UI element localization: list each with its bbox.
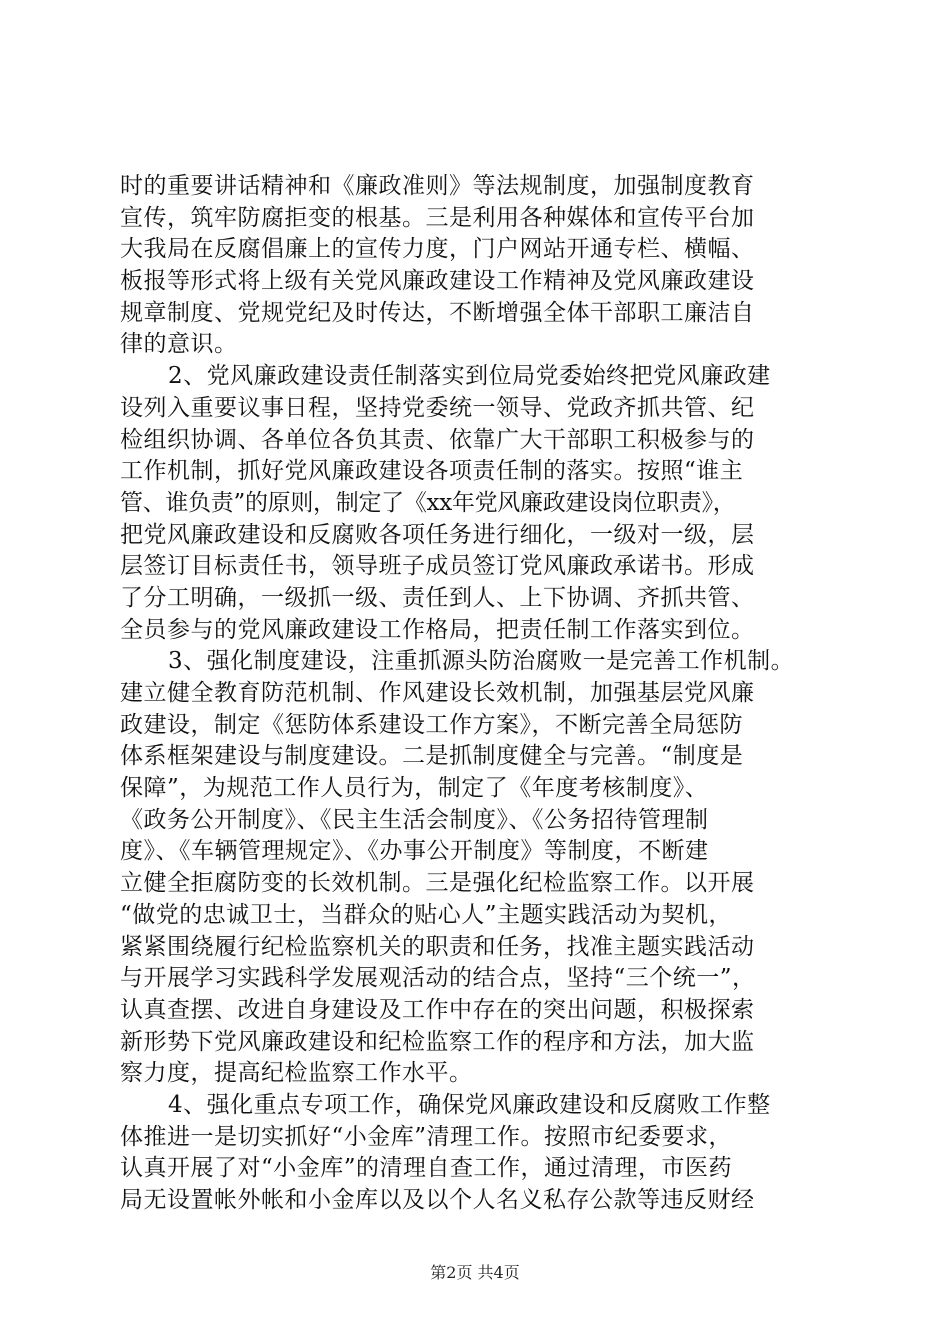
paragraph-start-line: 4、强化重点专项工作，确保党风廉政建设和反腐败工作整 — [168, 1091, 771, 1118]
text-line: 了分工明确，一级抓一级、责任到人、上下协调、齐抓共管、 — [120, 584, 755, 611]
text-line: 规章制度、党规党纪及时传达，不断增强全体干部职工廉洁自 — [120, 299, 755, 326]
paragraph-start-line: 2、党风廉政建设责任制落实到位局党委始终把党风廉政建 — [168, 363, 771, 390]
text-line: 认真查摆、改进自身建设及工作中存在的突出问题，积极探索 — [120, 996, 755, 1023]
text-line: 察力度，提高纪检监察工作水平。 — [120, 1060, 473, 1087]
text-line: 局无设置帐外帐和小金库以及以个人名义私存公款等违反财经 — [120, 1187, 755, 1213]
text-line: 保障”，为规范工作人员行为，制定了《年度考核制度》、 — [120, 775, 709, 802]
text-line: 律的意识。 — [120, 331, 238, 358]
text-line: 体系框架建设与制度建设。二是抓制度健全与完善。“制度是 — [120, 743, 744, 770]
text-line: 检组织协调、各单位各负其责、依靠广大干部职工积极参与的 — [120, 426, 755, 453]
text-line: 把党风廉政建设和反腐败各项任务进行细化，一级对一级，层 — [120, 521, 755, 548]
paragraph-start-line: 3、强化制度建设，注重抓源头防治腐败一是完善工作机制。 — [168, 648, 795, 675]
text-line: 时的重要讲话精神和《廉政准则》等法规制度，加强制度教育 — [120, 173, 755, 199]
text-line: 与开展学习实践科学发展观活动的结合点，坚持“三个统一”， — [120, 965, 756, 992]
text-line: 大我局在反腐倡廉上的宣传力度，门户网站开通专栏、横幅、 — [120, 236, 755, 263]
text-line: 设列入重要议事日程，坚持党委统一领导、党政齐抓共管、纪 — [120, 394, 755, 421]
text-line: 管、谁负责”的原则，制定了《xx年党风廉政建设岗位职责》， — [120, 489, 736, 516]
text-line: 政建设，制定《惩防体系建设工作方案》，不断完善全局惩防 — [120, 711, 743, 738]
text-line: 认真开展了对“小金库”的清理自查工作，通过清理，市医药 — [120, 1155, 733, 1182]
text-line: 体推进一是切实抓好“小金库”清理工作。按照市纪委要求， — [120, 1123, 733, 1150]
text-line: 立健全拒腐防变的长效机制。三是强化纪检监察工作。以开展 — [120, 870, 755, 897]
text-line: 建立健全教育防范机制、作风建设长效机制，加强基层党风廉 — [120, 680, 755, 706]
text-line: 层签订目标责任书，领导班子成员签订党风廉政承诺书。形成 — [120, 553, 755, 580]
text-line: 紧紧围绕履行纪检监察机关的职责和任务，找准主题实践活动 — [120, 933, 755, 960]
text-line: 全员参与的党风廉政建设工作格局，把责任制工作落实到位。 — [120, 616, 755, 643]
text-line: “做党的忠诚卫士，当群众的贴心人”主题实践活动为契机， — [120, 901, 733, 928]
text-line: 工作机制，抓好党风廉政建设各项责任制的落实。按照“谁主 — [120, 458, 744, 485]
page-number-footer: 第2页 共4页 — [430, 1263, 520, 1282]
text-line: 新形势下党风廉政建设和纪检监察工作的程序和方法，加大监 — [120, 1028, 755, 1055]
text-line: 板报等形式将上级有关党风廉政建设工作精神及党风廉政建设 — [120, 268, 755, 295]
text-line: 宣传，筑牢防腐拒变的根基。三是利用各种媒体和宣传平台加 — [120, 204, 755, 231]
body-text — [120, 171, 842, 1217]
text-line: 度》、《车辆管理规定》、《办事公开制度》等制度，不断建 — [120, 838, 709, 865]
text-line: 《政务公开制度》、《民主生活会制度》、《公务招待管理制 — [120, 806, 709, 833]
